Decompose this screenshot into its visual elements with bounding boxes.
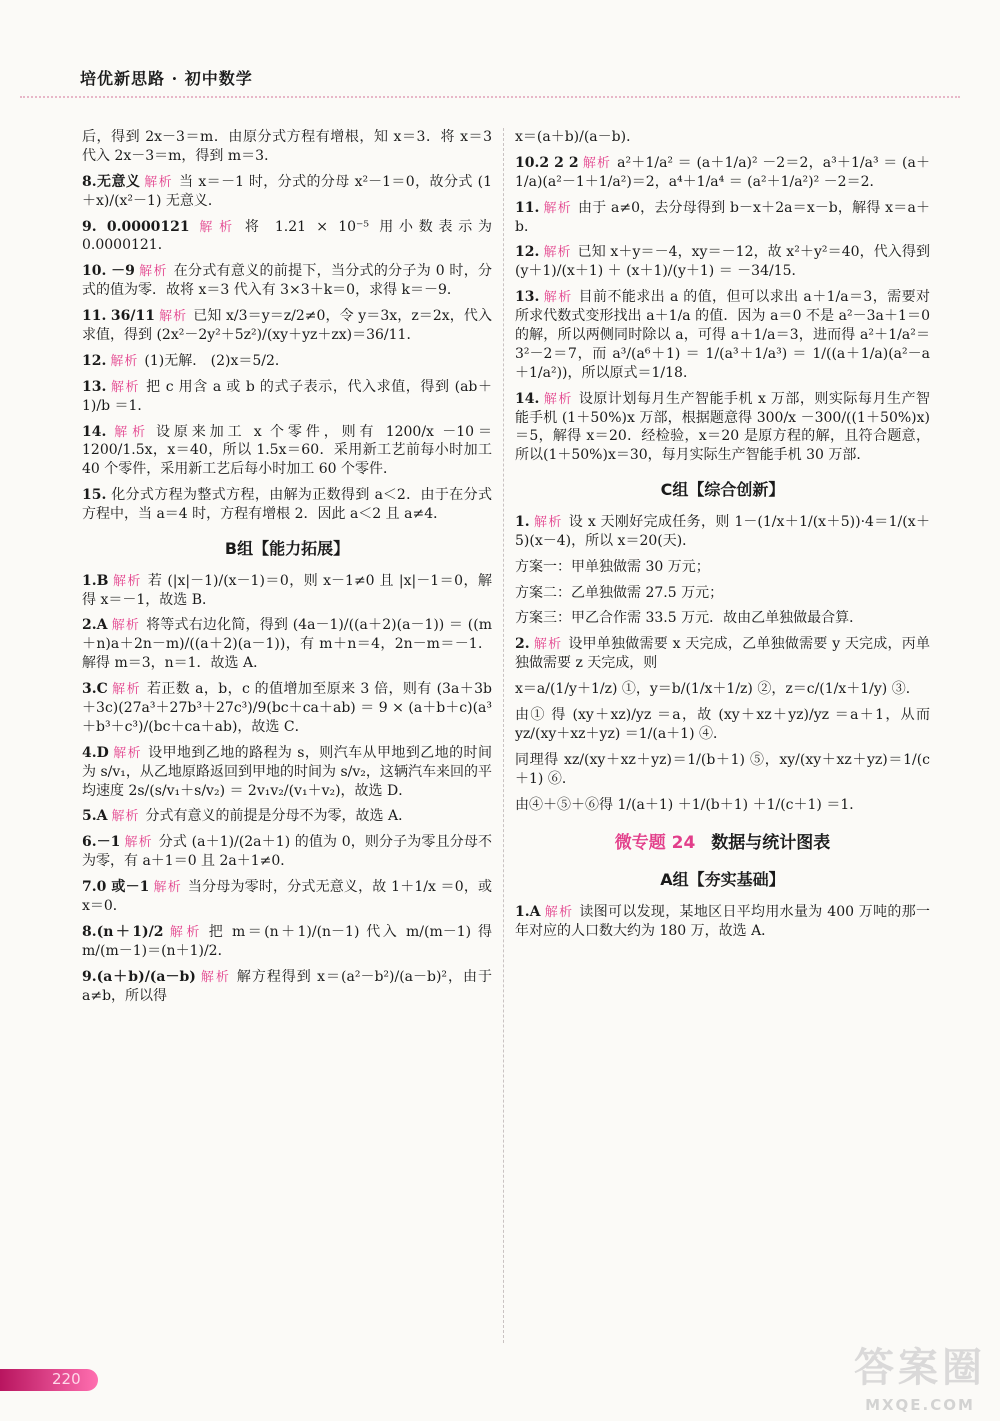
analysis-tag: 解析 bbox=[112, 745, 143, 761]
answer-item-10: 10.2 2 2 解析 a²＋1/a² ＝ (a＋1/a)² －2＝2，a³＋1/a³ ＝ (a＋1/a)(a²－1＋1/a²)＝2，a⁴＋1/a⁴ ＝ (a²＋1/a²)² －2＝2． bbox=[515, 154, 930, 190]
right-column bbox=[515, 128, 930, 948]
a-item-1: 1.A 解析 读图可以发现，某地区日平均用水量为 400 万吨的那一年对应的人口数大约为 180 万，故选 A． bbox=[515, 903, 930, 939]
analysis-tag: 解析 bbox=[193, 219, 239, 235]
watermark-text: 答案圈 bbox=[854, 1344, 986, 1391]
header-divider bbox=[20, 96, 960, 98]
answer-item-14: 14. 解析 设原计划每月生产智能手机 x 万部，则实际每月生产智能手机 (1＋50%)x 万部，根据题意得 300/x －300/((1＋50%)x)＝5，解得 x＝20．经检验，x＝20 是原方程的解，且符合题意，所以(1＋50%)x＝30，每月实际生产智能手机 30 万部． bbox=[515, 390, 930, 464]
analysis-tag: 解析 bbox=[110, 424, 151, 440]
equation-line: 同理得 xz/(xy＋xz＋yz)＝1/(b＋1) ⑤，xy/(xy＋xz＋yz)＝1/(c＋1) ⑥． bbox=[515, 751, 930, 787]
answer-item-12: 12. 解析 已知 x＋y＝－4，xy＝－12，故 x²＋y²＝40，代入得到 (y＋1)/(x＋1) ＋ (x＋1)/(y＋1) ＝ －34/15． bbox=[515, 244, 930, 280]
b-item-7: 7.0 或－1 解析 当分母为零时，分式无意义，故 1＋1/x ＝0，或 x＝0． bbox=[82, 879, 493, 914]
page-header bbox=[0, 0, 1000, 96]
answer-item-9: 9. 0.0000121 解析 将 1.21 × 10⁻⁵ 用小数表示为 0.0000121． bbox=[82, 218, 492, 254]
b-item-5: 5.A 解析 分式有意义的前提是分母不为零，故选 A． bbox=[82, 808, 413, 825]
analysis-tag: 解析 bbox=[111, 809, 140, 825]
topic-title: 数据与统计图表 bbox=[711, 833, 831, 854]
column-divider bbox=[503, 128, 504, 1343]
equation-line: x＝a/(1/y＋1/z) ①，y＝b/(1/x＋1/z) ②，z＝c/(1/x＋1/y) ③． bbox=[515, 681, 920, 698]
watermark-logo bbox=[854, 1341, 986, 1415]
b-item-9: 9.(a＋b)/(a－b) 解析 解方程得到 x＝(a²－b²)/(a－b)²，由于 a≠b，所以得 bbox=[82, 968, 492, 1004]
answer-item-14: 14. 解析 设原来加工 x 个零件，则有 1200/x －10＝1200/1.5x，x＝40，所以 1.5x＝60．采用新工艺前每小时加工 40 个零件，采用新工艺后每小时加工 60 个零件． bbox=[82, 423, 492, 478]
analysis-tag: 解析 bbox=[158, 309, 188, 325]
watermark-url: MXQE.COM bbox=[865, 1395, 975, 1414]
c-item-2: 2. 解析 设甲单独做需要 x 天完成，乙单独做需要 y 天完成，丙单独做需要 z 天完成，则 bbox=[515, 636, 930, 672]
analysis-tag: 解析 bbox=[111, 618, 141, 634]
b-item-4: 4.D 解析 设甲地到乙地的路程为 s，则汽车从甲地到乙地的时间为 s/v₁，从乙地原路返回到甲地的时间为 s/v₂，这辆汽车来回的平均速度 2s/(s/v₁＋s/v₂) ＝ 2v₁v₂/(v₁＋v₂)，故选 D． bbox=[82, 744, 492, 799]
analysis-tag: 解析 bbox=[153, 880, 182, 896]
b-item-8: 8.(n＋1)/2 解析 把 m＝(n＋1)/(n－1) 代入 m/(m－1) 得 m/(m－1)＝(n＋1)/2． bbox=[82, 923, 492, 959]
b-item-2: 2.A 解析 将等式右边化简，得到 (4a－1)/((a＋2)(a－1)) ＝ ((m＋n)a＋2n－m)/((a＋2)(a－1))，有 m＋n＝4，2n－m＝－1．解得 m＝3，n＝1．故选 A． bbox=[82, 617, 492, 672]
answer-item-10: 10. －9 解析 在分式有意义的前提下，当分式的分子为 0 时，分式的值为零．故将 x＝3 代入有 3×3＋k＝0，求得 k＝－9． bbox=[82, 263, 492, 299]
section-b-heading: B组【能力拓展】 bbox=[224, 539, 350, 559]
answer-item-15: 15. 化分式方程为整式方程，由解为正数得到 a＜2．由于在分式方程中，当 a＝4 时，方程有增根 2．因此 a＜2 且 a≠4． bbox=[82, 487, 493, 523]
analysis-tag: 解析 bbox=[112, 573, 142, 589]
equation-line: 由① 得 (xy＋xz)/yz ＝a，故 (xy＋xz＋yz)/yz ＝a＋1，从而 yz/(xy＋xz＋yz) ＝1/(a＋1) ④． bbox=[515, 706, 930, 742]
analysis-tag: 解析 bbox=[543, 391, 573, 407]
answer-item-12: 12. 解析 (1)无解． (2)x＝5/2． bbox=[82, 352, 289, 369]
b-item-3: 3.C 解析 若正数 a，b，c 的值增加至原来 3 倍，则有 (3a＋3b＋3c)(27a³＋27b³＋27c³)/9(bc＋ca＋ab) ＝ 9 × (a＋b＋c)(a³＋b³＋c³)/(bc＋ca＋ab)，故选 C． bbox=[82, 681, 492, 735]
answer-item-11: 11. 36/11 解析 已知 x/3＝y＝z/2≠0，令 y＝3x，z＝2x，代入求值，得到 (2x²－2y²＋5z²)/(xy＋yz＋zx)＝36/11． bbox=[82, 308, 492, 344]
analysis-tag: 解析 bbox=[199, 969, 231, 985]
plan-two: 方案二：乙单独做需 27.5 万元； bbox=[515, 584, 724, 601]
topic-label: 微专题 24 bbox=[614, 833, 696, 854]
analysis-tag: 解析 bbox=[111, 682, 141, 698]
equation-line: 由④＋⑤＋⑥得 1/(a＋1) ＋1/(b＋1) ＋1/(c＋1) ＝1． bbox=[515, 796, 864, 813]
answer-item-13: 13. 解析 目前不能求出 a 的值，但可以求出 a＋1/a＝3，需要对所求代数式变形找出 a＋1/a 的值．因为 a＝0 不是 a²－3a＋1＝0 的解，所以两侧同时除以 a，可得 a＋1/a＝3，进而得 a²＋1/a²＝3²－2＝7，而 a³/(a⁶＋1) ＝ 1/(a³＋1/a³) ＝ 1/((a＋1/a)(a²－a＋1/a²))，所以原式＝1/18． bbox=[515, 289, 930, 381]
continued-text: 后，得到 2x－3＝m．由原分式方程有增根，知 x＝3．将 x＝3 代入 2x－3＝m，得到 m＝3． bbox=[82, 129, 492, 164]
answer-item-8: 8.无意义 解析 当 x＝－1 时，分式的分母 x²－1＝0，故分式 (1＋x)/(x²－1) 无意义． bbox=[82, 173, 492, 209]
analysis-tag: 解析 bbox=[582, 155, 612, 171]
analysis-tag: 解析 bbox=[543, 200, 572, 216]
footer-bar bbox=[0, 1369, 98, 1391]
left-column bbox=[82, 128, 492, 1012]
analysis-tag: 解析 bbox=[533, 637, 563, 653]
analysis-tag: 解析 bbox=[543, 290, 573, 306]
section-c-heading: C组【综合创新】 bbox=[660, 480, 785, 500]
analysis-tag: 解析 bbox=[167, 924, 203, 940]
b-item-6: 6.－1 解析 分式 (a＋1)/(2a＋1) 的值为 0，则分子为零且分母不为零，有 a＋1＝0 且 2a＋1≠0． bbox=[82, 834, 492, 870]
answer-item-11: 11. 解析 由于 a≠0，去分母得到 b－x＋2a＝x－b，解得 x＝a＋b． bbox=[515, 199, 930, 235]
topic-heading bbox=[515, 832, 930, 855]
analysis-tag: 解析 bbox=[544, 904, 574, 920]
analysis-tag: 解析 bbox=[110, 353, 139, 369]
analysis-tag: 解析 bbox=[144, 174, 174, 190]
b-item-1: 1.B 解析 若 (|x|－1)/(x－1)＝0，则 x－1≠0 且 |x|－1＝0，解得 x＝－1，故选 B． bbox=[82, 572, 492, 608]
plan-one: 方案一：甲单独做需 30 万元； bbox=[515, 558, 710, 575]
continued-text: x＝(a＋b)/(a－b)． bbox=[515, 129, 641, 145]
section-a-heading: A组【夯实基础】 bbox=[660, 870, 785, 890]
analysis-tag: 解析 bbox=[543, 245, 572, 261]
analysis-tag: 解析 bbox=[110, 379, 141, 395]
c-item-1: 1. 解析 设 x 天刚好完成任务，则 1－(1/x＋1/(x＋5))·4＝1/(x＋5)(x－4)，所以 x＝20(天)． bbox=[515, 513, 930, 549]
book-title: 培优新思路 · 初中数学 bbox=[80, 69, 253, 88]
analysis-tag: 解析 bbox=[533, 514, 563, 530]
analysis-tag: 解析 bbox=[124, 835, 153, 851]
plan-three: 方案三：甲乙合作需 33.5 万元．故由乙单独做最合算． bbox=[515, 610, 864, 627]
analysis-tag: 解析 bbox=[138, 264, 168, 280]
page-number: 220 bbox=[52, 1369, 81, 1388]
answer-item-13: 13. 解析 把 c 用含 a 或 b 的式子表示，代入求值，得到 (ab＋1)/b ＝1． bbox=[82, 378, 492, 414]
